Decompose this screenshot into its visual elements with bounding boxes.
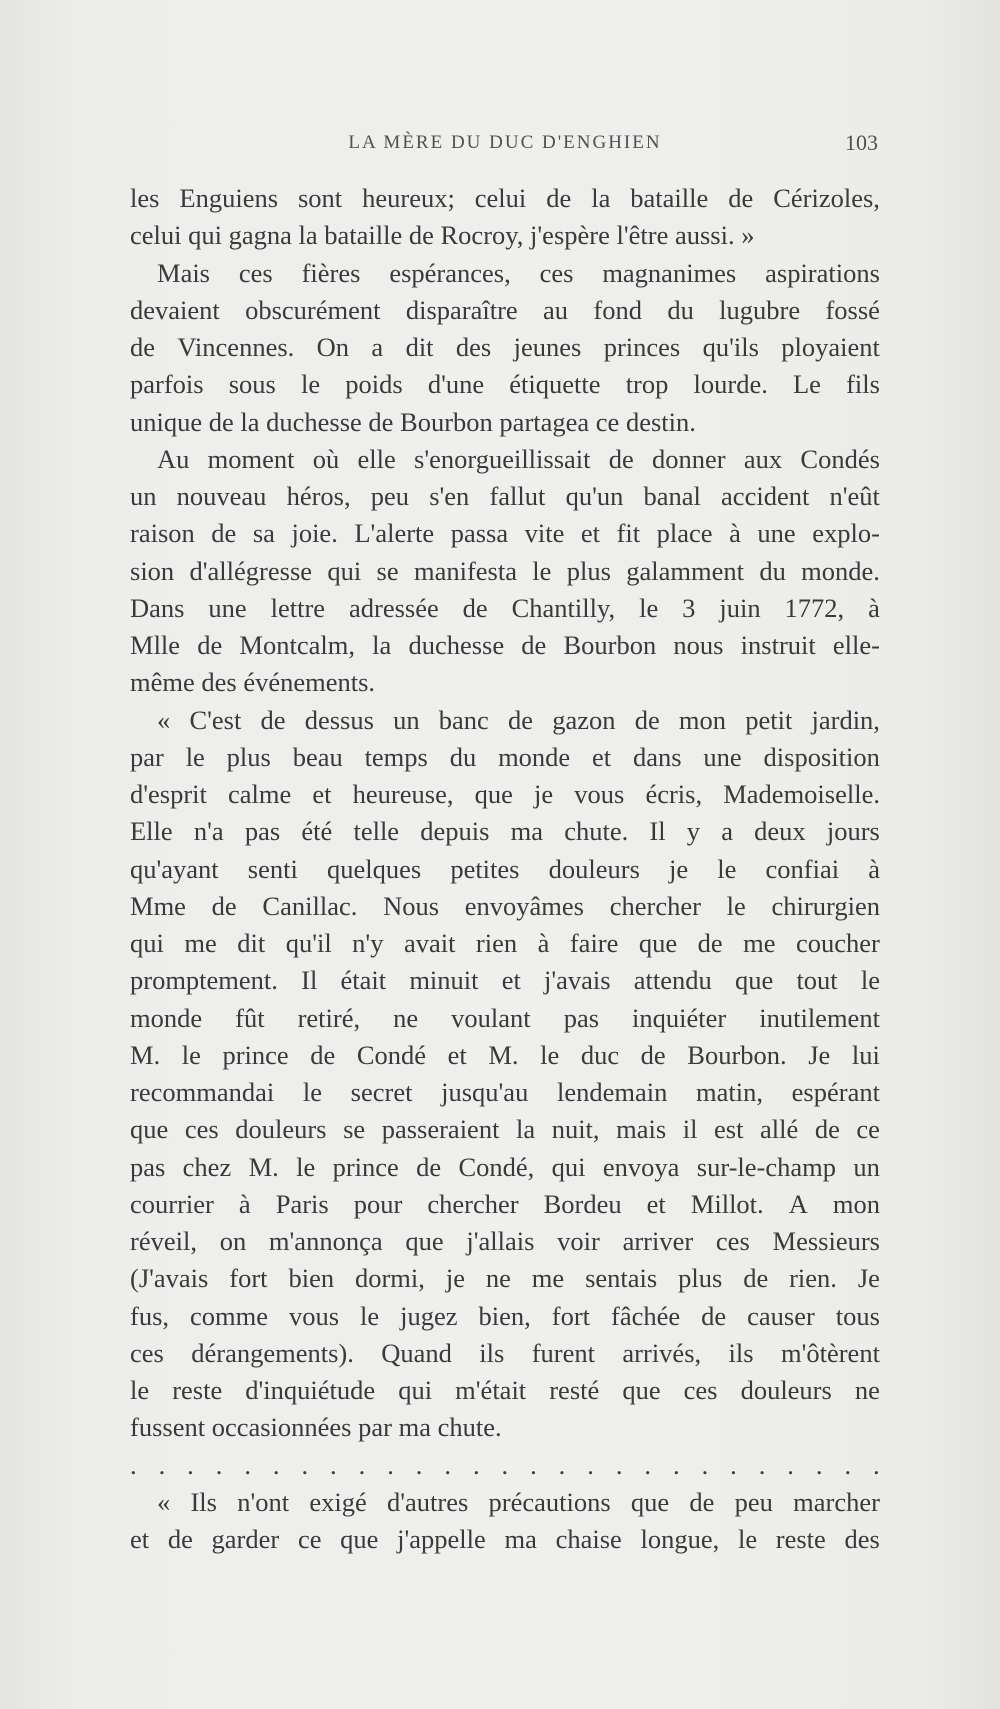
text-line: Mme de Canillac. Nous envoyâmes chercher le chirurgien (130, 890, 880, 921)
text-line: Mlle de Montcalm, la duchesse de Bourbon nous instruit elle- (130, 630, 880, 660)
text-line: courrier à Paris pour chercher Bordeu et Millot. A mon (130, 1188, 880, 1219)
text-line: réveil, on m'annonça que j'allais voir arriver ces Messieurs (130, 1226, 880, 1256)
text-line: Dans une lettre adressée de Chantilly, le 3 juin 1772, à (130, 592, 880, 623)
text-line: parfois sous le poids d'une étiquette trop lourde. Le fils (130, 369, 880, 400)
text-line: ces dérangements). Quand ils furent arrivés, ils m'ôtèrent (130, 1337, 880, 1368)
text-line: (J'avais fort bien dormi, je ne me sentais plus de rien. Je (130, 1263, 880, 1294)
text-line: le reste d'inquiétude qui m'était resté que ces douleurs ne (130, 1375, 880, 1405)
text-line: recommandai le secret jusqu'au lendemain matin, espérant (130, 1077, 880, 1107)
text-line: devaient obscurément disparaître au fond du lugubre fossé (130, 294, 880, 325)
text-line: monde fût retiré, ne voulant pas inquiéter inutilement (130, 1002, 880, 1033)
text-line: les Enguiens sont heureux; celui de la bataille de Cérizoles, (130, 183, 880, 213)
page-header (132, 132, 878, 168)
text-line: même des événements. (130, 667, 376, 698)
text-line: M. le prince de Condé et M. le duc de Bourbon. Je lui (130, 1039, 880, 1070)
text-line: qui me dit qu'il n'y avait rien à faire que de me coucher (130, 928, 880, 958)
text-line: « Ils n'ont exigé d'autres précautions que de peu marcher (157, 1486, 880, 1517)
text-line: pas chez M. le prince de Condé, qui envoya sur-le-champ un (130, 1151, 880, 1182)
text-line: promptement. Il était minuit et j'avais attendu que tout le (130, 965, 880, 996)
ellipsis-line: . . . . . . . . . . . . . . . . . . . . . . . . . . . (130, 1449, 880, 1480)
running-head: LA MÈRE DU DUC D'ENGHIEN (348, 132, 662, 153)
text-line: Elle n'a pas été telle depuis ma chute. Il y a deux jours (130, 816, 880, 847)
body-text (130, 180, 880, 1558)
text-line: Au moment où elle s'enorgueillissait de donner aux Condés (157, 443, 880, 474)
text-line: fus, comme vous le jugez bien, fort fâchée de causer tous (130, 1300, 880, 1331)
text-line: qu'ayant senti quelques petites douleurs je le confiai à (130, 853, 880, 884)
text-line: « C'est de dessus un banc de gazon de mon petit jardin, (157, 704, 880, 735)
page-number: 103 (845, 130, 878, 155)
text-line: celui qui gagna la bataille de Rocroy, j'espère l'être aussi. » (130, 220, 755, 251)
text-line: par le plus beau temps du monde et dans une disposition (130, 741, 880, 772)
text-line: unique de la duchesse de Bourbon partagea ce destin. (130, 406, 696, 437)
text-line: fussent occasionnées par ma chute. (130, 1412, 502, 1443)
text-line: de Vincennes. On a dit des jeunes princes qu'ils ployaient (130, 332, 880, 362)
text-line: que ces douleurs se passeraient la nuit, mais il est allé de ce (130, 1114, 880, 1145)
text-line: raison de sa joie. L'alerte passa vite et fit place à une explo- (130, 518, 880, 549)
text-line: Mais ces fières espérances, ces magnanimes aspirations (157, 257, 880, 288)
text-line: et de garder ce que j'appelle ma chaise longue, le reste des (130, 1524, 880, 1554)
text-line: un nouveau héros, peu s'en fallut qu'un banal accident n'eût (130, 481, 880, 511)
text-line: d'esprit calme et heureuse, que je vous écris, Mademoiselle. (130, 779, 880, 809)
text-line: sion d'allégresse qui se manifesta le plus galamment du monde. (130, 555, 880, 586)
